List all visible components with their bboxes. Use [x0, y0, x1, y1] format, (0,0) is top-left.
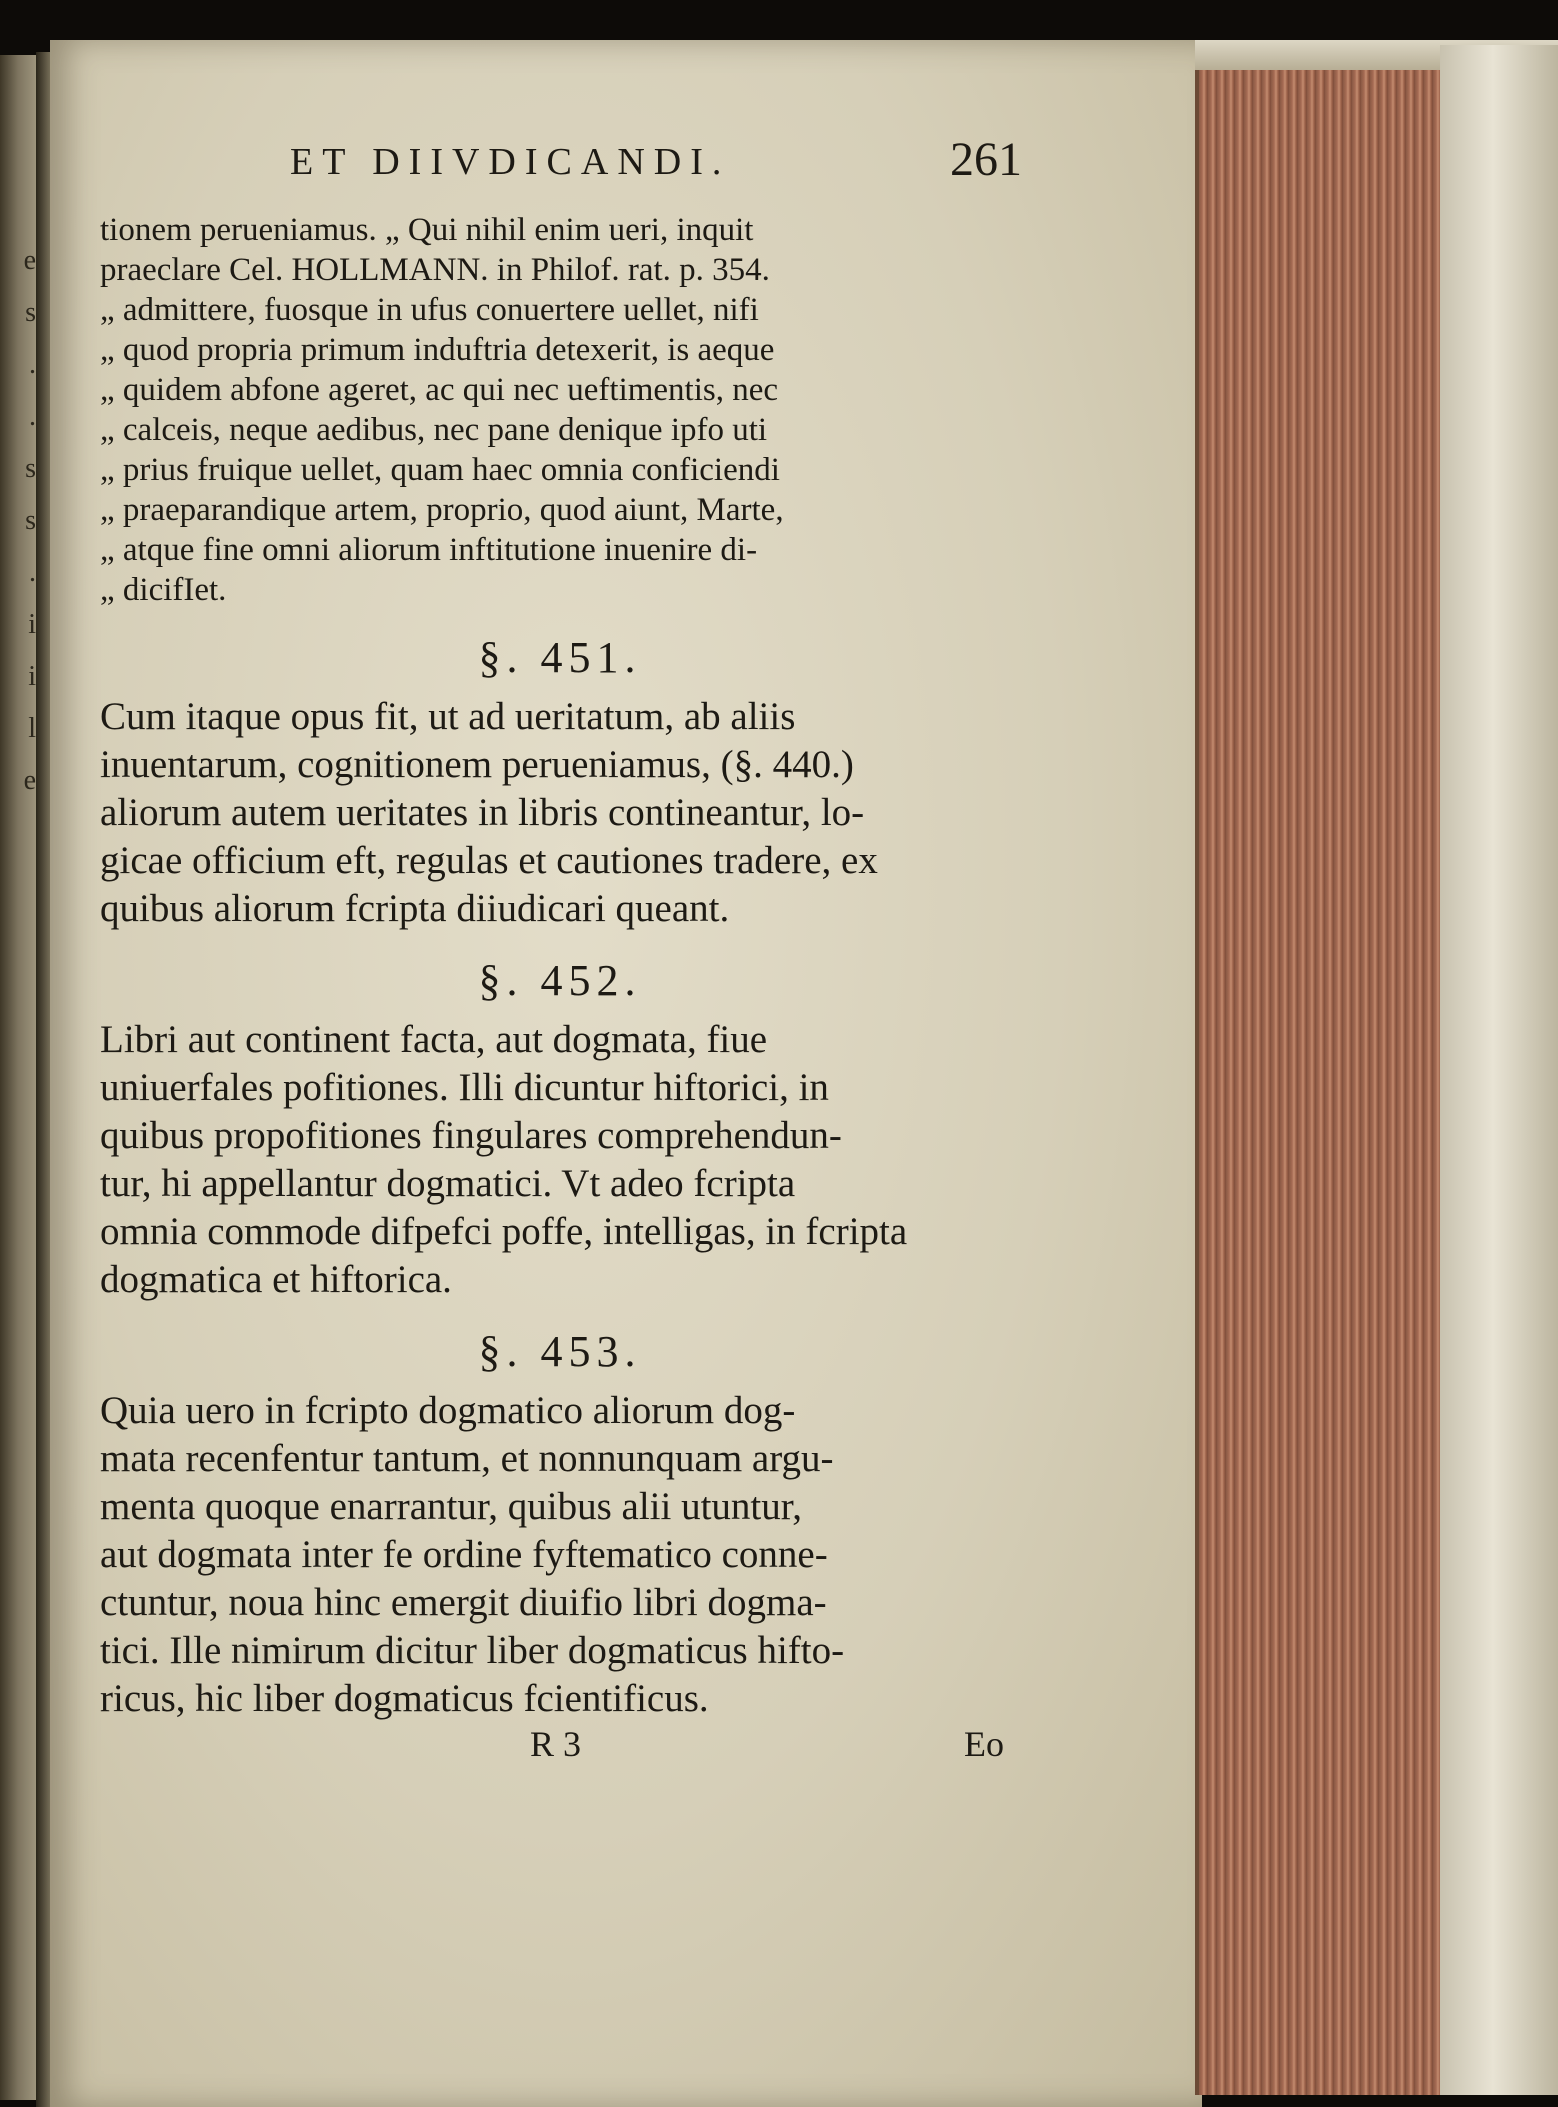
previous-page-letter: s — [25, 297, 36, 328]
quote-line: „ dicifIet. — [100, 572, 227, 608]
paragraph-line: Quia uero in fcripto dogmatico aliorum dog- — [100, 1389, 796, 1432]
paragraph-line: inuentarum, cognitionem perueniamus, (§. 440.) — [100, 743, 854, 786]
paragraph-line: tici. Ille nimirum dicitur liber dogmaticus hifto- — [100, 1629, 845, 1672]
previous-page-letter: i — [28, 609, 36, 640]
paragraph-line: aliorum autem ueritates in libris contineantur, lo- — [100, 791, 865, 834]
previous-page-letter: . — [29, 349, 36, 380]
quotation-block — [100, 210, 1020, 610]
quote-line: „ atque fine omni aliorum inftitutione inuenire di- — [100, 532, 758, 568]
previous-page-letters — [2, 235, 36, 807]
page-header — [100, 130, 1020, 210]
previous-page-letter: i — [28, 661, 36, 692]
paragraph-line: quibus aliorum fcripta diiudicari queant. — [100, 887, 730, 930]
paragraph-line: tur, hi appellantur dogmatici. Vt adeo fcripta — [100, 1162, 796, 1205]
previous-page-letter: s — [25, 505, 36, 536]
paragraph-line: gicae officium eft, regulas et cautiones tradere, ex — [100, 839, 878, 882]
section — [100, 1326, 1020, 1723]
previous-page-letter: e — [23, 245, 36, 276]
running-head: ET DIIVDICANDI. — [290, 141, 731, 183]
section-paragraph — [100, 1016, 1020, 1304]
sections-container — [100, 632, 1020, 1723]
section-title: §. 451. — [478, 633, 642, 682]
text-block — [100, 130, 1020, 1773]
paragraph-line: Cum itaque opus fit, ut ad ueritatum, ab aliis — [100, 695, 796, 738]
previous-page-letter: e — [23, 765, 36, 796]
paragraph-line: Libri aut continent facta, aut dogmata, fiue — [100, 1018, 768, 1061]
quote-line: „ praeparandique artem, proprio, quod aiunt, Marte, — [100, 492, 784, 528]
paragraph-line: ctuntur, noua hinc emergit diuifio libri dogma- — [100, 1581, 827, 1624]
catchword: Eo — [964, 1724, 1004, 1764]
paragraph-line: menta quoque enarrantur, quibus alii utuntur, — [100, 1485, 802, 1528]
previous-page-edge — [0, 55, 40, 2100]
quote-line: tionem perueniamus. „ Qui nihil enim ueri, inquit — [100, 212, 754, 248]
section-title: §. 452. — [478, 956, 642, 1005]
section-title: §. 453. — [478, 1327, 642, 1376]
page-number: 261 — [950, 133, 1022, 186]
quote-line: „ admittere, fuosque in ufus conuertere uellet, nifi — [100, 292, 759, 328]
paragraph-line: ricus, hic liber dogmaticus fcientificus. — [100, 1677, 709, 1720]
previous-page-letter: s — [25, 453, 36, 484]
quote-line: „ quidem abfone ageret, ac qui nec ueftimentis, nec — [100, 372, 779, 408]
section-paragraph — [100, 693, 1020, 933]
section-paragraph — [100, 1387, 1020, 1723]
paragraph-line: quibus propofitiones fingulares comprehendun- — [100, 1114, 842, 1157]
page-footer — [100, 1723, 1020, 1773]
quote-line: „ quod propria primum induftria detexerit, is aeque — [100, 332, 775, 368]
quote-line: „ calceis, neque aedibus, nec pane denique ipfo uti — [100, 412, 768, 448]
section — [100, 632, 1020, 933]
previous-page-letter: . — [29, 401, 36, 432]
section — [100, 955, 1020, 1304]
previous-page-letter: l — [28, 713, 36, 744]
signature-mark: R 3 — [530, 1724, 582, 1764]
quote-line: praeclare Cel. HOLLMANN. in Philof. rat. p. 354. — [100, 252, 770, 288]
book-cover — [1440, 45, 1558, 2095]
quote-line: „ prius fruique uellet, quam haec omnia conficiendi — [100, 452, 780, 488]
previous-page-letter: . — [29, 557, 36, 588]
paragraph-line: mata recenfentur tantum, et nonnunquam argu- — [100, 1437, 834, 1480]
paragraph-line: omnia commode difpefci poffe, intelligas, in fcripta — [100, 1210, 908, 1253]
paragraph-line: uniuerfales pofitiones. Illi dicuntur hiftorici, in — [100, 1066, 829, 1109]
paragraph-line: aut dogmata inter fe ordine fyftematico conne- — [100, 1533, 828, 1576]
paragraph-line: dogmatica et hiftorica. — [100, 1258, 452, 1301]
